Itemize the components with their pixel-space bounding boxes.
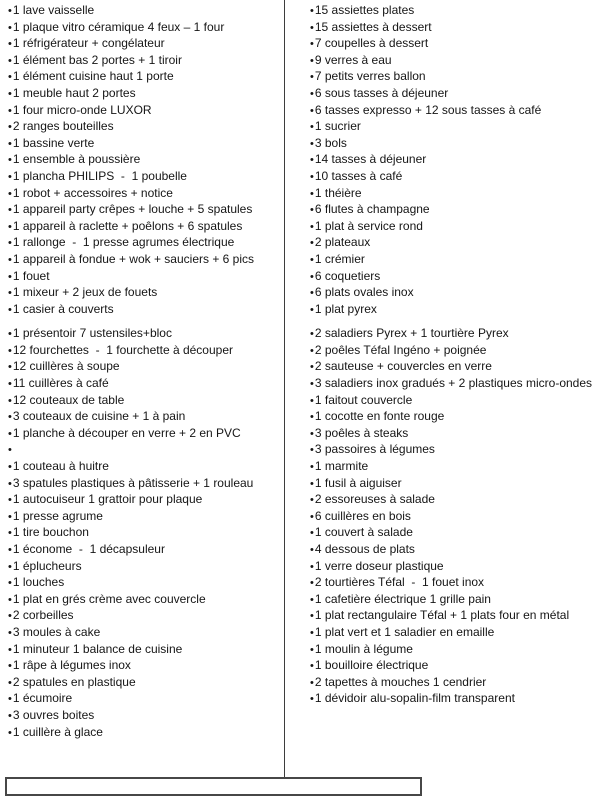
list-item-text: 1 appareil à raclette + poêlons + 6 spatules: [12, 218, 243, 233]
list-item: [310, 491, 614, 508]
list-item-text: 1 fusil à aiguiser: [314, 475, 402, 490]
list-item: [310, 234, 614, 251]
list-item-text: 1 cafetière électrique 1 grille pain: [314, 591, 491, 606]
list-item-text: 1 autocuiseur 1 grattoir pour plaque: [12, 492, 203, 507]
bullet-icon: •: [8, 220, 12, 233]
list-item-text: 1 mixeur + 2 jeux de fouets: [12, 285, 158, 300]
bullet-icon: •: [310, 577, 314, 590]
list-item: [310, 118, 614, 135]
bullet-icon: •: [310, 411, 314, 424]
column-divider-line: [284, 0, 285, 777]
list-item-text: 1 crémier: [314, 251, 365, 266]
bullet-icon: •: [310, 137, 314, 150]
list-item: [8, 234, 280, 251]
list-item-text: 1 plat en grés crème avec couvercle: [12, 591, 206, 606]
list-item-text: 10 tasses à café: [314, 168, 403, 183]
bullet-icon: •: [8, 494, 12, 507]
list-item: [310, 475, 614, 492]
list-item-text: 12 couteaux de table: [12, 392, 125, 407]
list-item: [310, 574, 614, 591]
list-item: [310, 201, 614, 218]
list-item-text: 2 tourtières Téfal - 1 fouet inox: [314, 575, 485, 590]
list-item-text: 1 réfrigérateur + congélateur: [12, 36, 165, 51]
list-item: [310, 641, 614, 658]
list-item: [8, 425, 280, 442]
list-item: [8, 168, 280, 185]
list-item: [310, 607, 614, 624]
list-item-text: 2 poêles Téfal Ingéno + poignée: [314, 342, 487, 357]
list-item-text: 7 petits verres ballon: [314, 69, 426, 84]
list-item: [310, 168, 614, 185]
bullet-icon: •: [310, 154, 314, 167]
bullet-icon: •: [310, 643, 314, 656]
list-item: [8, 135, 280, 152]
list-item: [8, 657, 280, 674]
list-item-text: 3 moules à cake: [12, 624, 101, 639]
bullet-icon: •: [8, 5, 12, 17]
list-item-text: 3 bols: [314, 135, 347, 150]
bullet-icon: •: [8, 394, 12, 407]
list-item-text: 1 couvert à salade: [314, 525, 413, 540]
list-item: [8, 558, 280, 575]
list-item-text: 1 presse agrume: [12, 508, 103, 523]
list-item-text: 2 tapettes à mouches 1 cendrier: [314, 674, 487, 689]
list-item-text: 3 poêles à steaks: [314, 425, 409, 440]
list-item-text: 1 lave vaisselle: [12, 3, 95, 17]
list-item-text: 1 planche à découper en verre + 2 en PVC: [12, 425, 241, 440]
list-item: [8, 408, 280, 425]
list-item-text: 1 plat vert et 1 saladier en emaille: [314, 624, 495, 639]
bullet-icon: •: [310, 253, 314, 266]
bullet-icon: •: [310, 593, 314, 606]
bullet-icon: •: [8, 544, 12, 556]
bullet-icon: •: [310, 610, 314, 623]
bullet-icon: •: [310, 187, 314, 200]
bullet-icon: •: [8, 154, 12, 167]
list-item: [8, 508, 280, 525]
list-item-text: 1 louches: [12, 575, 65, 590]
bullet-icon: •: [8, 253, 12, 266]
bullet-icon: •: [310, 71, 314, 84]
list-item: [8, 541, 280, 558]
list-item: [8, 185, 280, 202]
list-item: [8, 724, 280, 741]
list-item: [310, 392, 614, 409]
list-item: [8, 284, 280, 301]
item-group: [310, 2, 614, 317]
list-item-text: 1 cuillère à glace: [12, 724, 103, 739]
list-item: [310, 674, 614, 691]
bullet-icon: •: [8, 527, 12, 540]
bullet-icon: •: [310, 494, 314, 507]
list-item: [310, 52, 614, 69]
bullet-icon: •: [8, 104, 12, 117]
bullet-icon: •: [310, 21, 314, 34]
list-item-text: 9 verres à eau: [314, 52, 392, 67]
bullet-icon: •: [310, 328, 314, 341]
bullet-icon: •: [310, 394, 314, 407]
list-item: [8, 591, 280, 608]
list-item: [310, 558, 614, 575]
list-item-text: 15 assiettes à dessert: [314, 19, 432, 34]
list-item: [310, 591, 614, 608]
list-item: [310, 251, 614, 268]
bullet-icon: •: [8, 693, 12, 706]
list-item-text: 1 écumoire: [12, 691, 73, 706]
bullet-icon: •: [310, 270, 314, 283]
bullet-icon: •: [310, 204, 314, 217]
list-item: [310, 342, 614, 359]
list-item: [8, 342, 280, 359]
list-item-text: 1 minuteur 1 balance de cuisine: [12, 641, 183, 656]
list-item-text: 1 bassine verte: [12, 135, 95, 150]
list-item: [310, 441, 614, 458]
list-item: [8, 218, 280, 235]
list-item: [8, 607, 280, 624]
list-item-text: 1 appareil à fondue + wok + sauciers + 6 pics: [12, 251, 255, 266]
list-item: [310, 425, 614, 442]
list-item: [8, 475, 280, 492]
bullet-icon: •: [310, 54, 314, 67]
bullet-icon: •: [8, 610, 12, 623]
bullet-icon: •: [8, 461, 12, 474]
list-item-text: 1 élément bas 2 portes + 1 tiroir: [12, 52, 182, 67]
list-item: [310, 85, 614, 102]
bullet-icon: •: [310, 303, 314, 316]
list-item: [8, 201, 280, 218]
list-item-text: 1 couteau à huitre: [12, 459, 109, 474]
list-item-text: 1 bouilloire électrique: [314, 658, 429, 673]
list-item-text: 1 sucrier: [314, 119, 361, 134]
item-group: [8, 2, 280, 317]
list-item: [8, 358, 280, 375]
list-item: [8, 674, 280, 691]
list-item: [8, 375, 280, 392]
list-item: [8, 268, 280, 285]
list-item: [310, 2, 614, 19]
list-item-text: 1 ensemble à poussière: [12, 152, 141, 167]
bullet-icon: •: [8, 411, 12, 424]
list-item-text: 1 élément cuisine haut 1 porte: [12, 69, 174, 84]
list-item: [8, 151, 280, 168]
list-item-text: 1 four micro-onde LUXOR: [12, 102, 152, 117]
bullet-icon: •: [8, 87, 12, 100]
list-item-text: 1 rallonge - 1 presse agrumes électrique: [12, 235, 235, 250]
list-item-text: 1 économe - 1 décapsuleur: [12, 542, 165, 556]
bullet-icon: •: [8, 361, 12, 374]
list-item-text: 1 plancha PHILIPS - 1 poubelle: [12, 168, 187, 183]
bullet-icon: •: [8, 170, 12, 183]
inventory-column-left: [8, 2, 280, 740]
list-item-text: 2 saladiers Pyrex + 1 tourtière Pyrex: [314, 326, 509, 341]
bullet-icon: •: [8, 204, 12, 217]
bullet-icon: •: [8, 593, 12, 606]
bullet-icon: •: [8, 726, 12, 739]
list-item: [310, 541, 614, 558]
list-item: [8, 251, 280, 268]
list-item: [310, 102, 614, 119]
list-item: [310, 218, 614, 235]
list-item-text: 1 verre doseur plastique: [314, 558, 444, 573]
list-item: [8, 52, 280, 69]
bullet-icon: •: [310, 477, 314, 490]
bullet-icon: •: [8, 378, 12, 391]
list-item: [310, 524, 614, 541]
list-item-text: 3 passoires à légumes: [314, 442, 435, 457]
bullet-icon: •: [8, 328, 12, 341]
bullet-icon: •: [310, 287, 314, 300]
list-item: [310, 325, 614, 342]
bullet-icon: •: [310, 427, 314, 440]
bullet-icon: •: [310, 361, 314, 374]
list-item-text: 6 plats ovales inox: [314, 285, 414, 300]
list-item-text: 6 flutes à champagne: [314, 202, 430, 217]
bullet-icon: •: [310, 676, 314, 689]
list-item: [310, 690, 614, 707]
list-item-text: 1 casier à couverts: [12, 301, 114, 316]
list-item-text: 1 appareil party crêpes + louche + 5 spatules: [12, 202, 253, 217]
list-item: [310, 301, 614, 318]
list-item-text: 2 spatules en plastique: [12, 674, 136, 689]
list-item: [8, 118, 280, 135]
bullet-icon: •: [8, 477, 12, 490]
list-item-text: 1 moulin à légume: [314, 641, 413, 656]
bullet-icon: •: [8, 560, 12, 573]
list-item-text: 3 saladiers inox gradués + 2 plastiques micro-ondes: [314, 376, 593, 391]
bullet-icon: •: [8, 237, 12, 250]
list-item-text: 2 plateaux: [314, 235, 371, 250]
list-item-text: 1 dévidoir alu-sopalin-film transparent: [314, 691, 515, 706]
bullet-icon: •: [310, 38, 314, 51]
bullet-icon: •: [8, 709, 12, 722]
list-item-text: 1 plaque vitro céramique 4 feux – 1 four: [12, 19, 225, 34]
list-item: [310, 657, 614, 674]
list-item-text: 1 éplucheurs: [12, 558, 82, 573]
list-item: [8, 690, 280, 707]
list-item: [8, 301, 280, 318]
bullet-icon: •: [310, 444, 314, 457]
bullet-icon: •: [8, 444, 12, 457]
bullet-icon: •: [8, 676, 12, 689]
bullet-icon: •: [8, 577, 12, 590]
list-item: [310, 268, 614, 285]
list-item: [8, 707, 280, 724]
bullet-icon: •: [310, 660, 314, 673]
list-item-text: 1 meuble haut 2 portes: [12, 85, 136, 100]
list-item-text: 2 corbeilles: [12, 608, 74, 623]
list-item-text: 1 tire bouchon: [12, 525, 89, 540]
list-item: [8, 392, 280, 409]
list-item: [310, 284, 614, 301]
list-item: [8, 85, 280, 102]
bullet-icon: •: [310, 121, 314, 134]
bullet-icon: •: [8, 21, 12, 34]
list-item: [310, 508, 614, 525]
list-item-text: 6 sous tasses à déjeuner: [314, 85, 449, 100]
list-item-text: 1 râpe à légumes inox: [12, 658, 131, 673]
list-item: [8, 102, 280, 119]
list-item-text: 1 plat à service rond: [314, 218, 423, 233]
list-item-text: 1 fouet: [12, 268, 50, 283]
item-group: [310, 325, 614, 707]
bullet-icon: •: [8, 427, 12, 440]
list-item: [310, 19, 614, 36]
bullet-icon: •: [8, 660, 12, 673]
list-item: [8, 441, 280, 458]
bullet-icon: •: [310, 378, 314, 391]
bullet-icon: •: [310, 170, 314, 183]
list-item: [8, 35, 280, 52]
bullet-icon: •: [310, 544, 314, 556]
bullet-icon: •: [8, 54, 12, 67]
list-item: [310, 35, 614, 52]
list-item-text: 2 sauteuse + couvercles en verre: [314, 359, 492, 374]
list-item: [8, 574, 280, 591]
list-item-text: 12 cuillères à soupe: [12, 359, 120, 374]
list-item-text: 1 théière: [314, 185, 362, 200]
list-item-text: 12 fourchettes - 1 fourchette à découper: [12, 342, 233, 357]
bullet-icon: •: [8, 510, 12, 523]
bullet-icon: •: [8, 187, 12, 200]
list-item-text: 3 couteaux de cuisine + 1 à pain: [12, 409, 186, 424]
list-item: [8, 2, 280, 19]
list-item-text: 1 cocotte en fonte rouge: [314, 409, 445, 424]
list-item-text: 7 coupelles à dessert: [314, 36, 429, 51]
list-item: [8, 624, 280, 641]
list-item-text: 1 marmite: [314, 459, 369, 474]
bullet-icon: •: [310, 560, 314, 573]
bullet-icon: •: [310, 344, 314, 357]
list-item: [310, 458, 614, 475]
list-item: [310, 624, 614, 641]
list-item-text: 4 dessous de plats: [314, 542, 415, 556]
bullet-icon: •: [8, 137, 12, 150]
list-item: [310, 375, 614, 392]
list-item-text: 6 tasses expresso + 12 sous tasses à café: [314, 102, 542, 117]
bullet-icon: •: [310, 87, 314, 100]
bullet-icon: •: [8, 303, 12, 316]
bullet-icon: •: [8, 287, 12, 300]
list-item: [8, 641, 280, 658]
list-item-text: 2 ranges bouteilles: [12, 119, 114, 134]
list-item-text: 11 cuillères à café: [12, 376, 109, 391]
list-item-text: 1 robot + accessoires + notice: [12, 185, 173, 200]
bullet-icon: •: [310, 5, 314, 17]
list-item: [8, 491, 280, 508]
bullet-icon: •: [310, 527, 314, 540]
list-item: [310, 135, 614, 152]
bullet-icon: •: [310, 237, 314, 250]
bullet-icon: •: [310, 693, 314, 706]
list-item-text: 6 cuillères en bois: [314, 508, 411, 523]
bullet-icon: •: [8, 643, 12, 656]
list-item-text: 15 assiettes plates: [314, 3, 415, 17]
bullet-icon: •: [8, 38, 12, 51]
list-item: [8, 325, 280, 342]
bullet-icon: •: [310, 461, 314, 474]
bullet-icon: •: [8, 121, 12, 134]
list-item-text: 1 présentoir 7 ustensiles+bloc: [12, 326, 172, 341]
list-item-text: 1 faitout couvercle: [314, 392, 413, 407]
bullet-icon: •: [8, 626, 12, 639]
list-item-text: 3 spatules plastiques à pâtisserie + 1 rouleau: [12, 475, 254, 490]
list-item: [310, 185, 614, 202]
list-item: [8, 68, 280, 85]
list-item: [8, 19, 280, 36]
bullet-icon: •: [8, 270, 12, 283]
bullet-icon: •: [310, 220, 314, 233]
bullet-icon: •: [310, 104, 314, 117]
list-item-text: 6 coquetiers: [314, 268, 381, 283]
footer-box: [5, 777, 422, 796]
list-item-text: 14 tasses à déjeuner: [314, 152, 427, 167]
inventory-column-right: [310, 2, 614, 707]
list-item: [310, 358, 614, 375]
list-item: [310, 408, 614, 425]
item-group: [8, 325, 280, 740]
list-item: [8, 458, 280, 475]
list-item: [310, 151, 614, 168]
list-item-text: 1 plat rectangulaire Téfal + 1 plats four en métal: [314, 608, 570, 623]
list-item-text: 3 ouvres boites: [12, 707, 95, 722]
bullet-icon: •: [310, 626, 314, 639]
list-item: [8, 524, 280, 541]
list-item-text: 1 plat pyrex: [314, 301, 377, 316]
bullet-icon: •: [8, 71, 12, 84]
bullet-icon: •: [310, 510, 314, 523]
list-item: [310, 68, 614, 85]
bullet-icon: •: [8, 344, 12, 357]
list-item-text: 2 essoreuses à salade: [314, 492, 435, 507]
